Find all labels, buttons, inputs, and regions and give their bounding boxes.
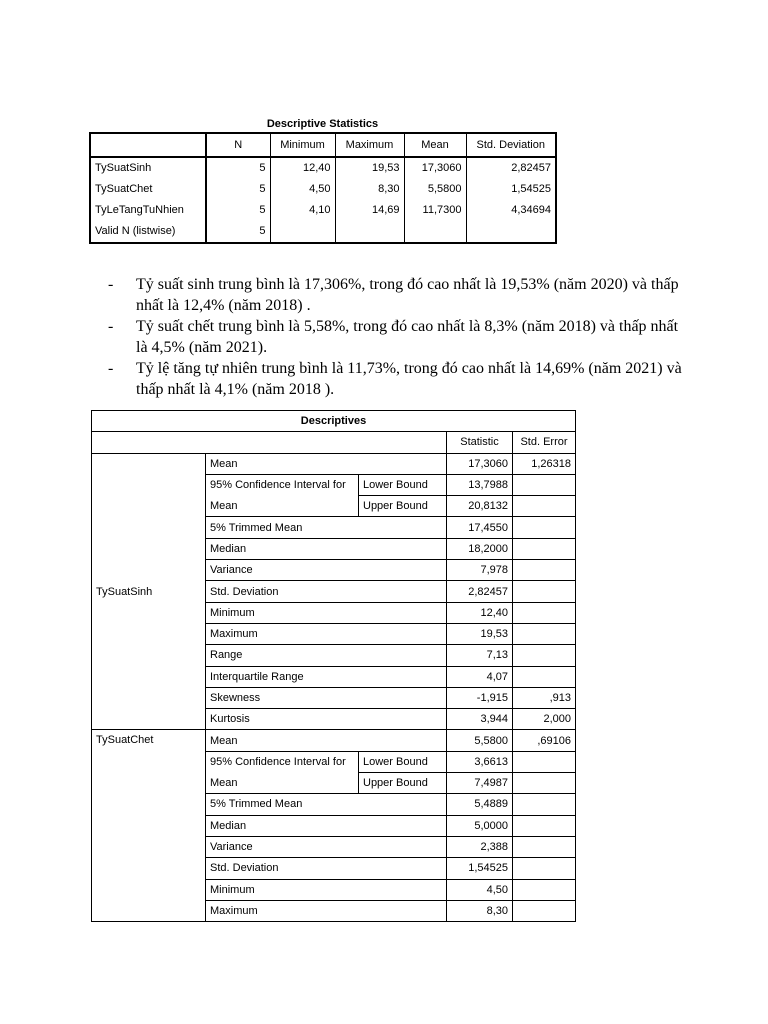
stat-label: Minimum (206, 602, 447, 623)
bound-label: Upper Bound (359, 496, 447, 517)
std-error-cell (513, 900, 576, 921)
table-title-row (92, 411, 576, 432)
stat-label: Range (206, 645, 447, 666)
stat-label: Skewness (206, 687, 447, 708)
table-title: Descriptives (92, 411, 576, 432)
ci-label: 95% Confidence Interval for (206, 751, 359, 772)
statistic-cell: 12,40 (447, 602, 513, 623)
stat-label: Std. Deviation (206, 581, 447, 602)
table-row (90, 200, 556, 221)
cell (466, 221, 556, 243)
header-std-error: Std. Error (513, 432, 576, 453)
cell: 4,10 (270, 200, 335, 221)
stat-label: Median (206, 538, 447, 559)
std-error-cell (513, 645, 576, 666)
group-label: TySuatChet (92, 730, 206, 922)
statistic-cell: 4,50 (447, 879, 513, 900)
stat-label: 5% Trimmed Mean (206, 794, 447, 815)
std-error-cell (513, 794, 576, 815)
table-row (92, 730, 576, 751)
stat-label: Std. Deviation (206, 858, 447, 879)
std-error-cell (513, 538, 576, 559)
statistic-cell: 2,388 (447, 836, 513, 857)
header-blank (92, 432, 447, 453)
std-error-cell (513, 858, 576, 879)
header-cell: Maximum (335, 133, 404, 157)
std-error-cell (513, 773, 576, 794)
std-error-cell (513, 474, 576, 495)
table-header-row (92, 432, 576, 453)
std-error-cell: 2,000 (513, 709, 576, 730)
bullet-text: Tỷ suất chết trung bình là 5,58%, trong đó cao nhất là 8,3% (năm 2018) và thấp nhất là 4,5% (năm 2021). (136, 318, 679, 356)
statistic-cell: 7,978 (447, 560, 513, 581)
statistic-cell: 2,82457 (447, 581, 513, 602)
header-cell: Std. Deviation (466, 133, 556, 157)
bullet-dash: - (108, 276, 114, 293)
cell: 4,50 (270, 179, 335, 200)
cell: 5 (206, 157, 270, 179)
cell: 5 (206, 179, 270, 200)
cell: 11,7300 (404, 200, 466, 221)
statistic-cell: 17,3060 (447, 453, 513, 474)
summary-bullet-list (108, 274, 688, 400)
statistic-cell: 7,13 (447, 645, 513, 666)
bound-label: Lower Bound (359, 751, 447, 772)
statistic-cell: 19,53 (447, 623, 513, 644)
statistic-cell: 5,5800 (447, 730, 513, 751)
cell: 17,3060 (404, 157, 466, 179)
statistic-cell: 4,07 (447, 666, 513, 687)
ci-label: 95% Confidence Interval for (206, 474, 359, 495)
bullet-dash: - (108, 360, 114, 377)
list-item (108, 358, 688, 400)
stat-label: Median (206, 815, 447, 836)
cell: 5 (206, 200, 270, 221)
statistic-cell: -1,915 (447, 687, 513, 708)
cell: 5,5800 (404, 179, 466, 200)
statistic-cell: 1,54525 (447, 858, 513, 879)
std-error-cell (513, 581, 576, 602)
cell: 4,34694 (466, 200, 556, 221)
std-error-cell (513, 879, 576, 900)
cell (335, 221, 404, 243)
table-row (90, 157, 556, 179)
stat-label: Kurtosis (206, 709, 447, 730)
ci-label: Mean (206, 496, 359, 517)
header-cell: Mean (404, 133, 466, 157)
statistic-cell: 5,4889 (447, 794, 513, 815)
statistic-cell: 5,0000 (447, 815, 513, 836)
stat-label: Interquartile Range (206, 666, 447, 687)
cell: 5 (206, 221, 270, 243)
bound-label: Lower Bound (359, 474, 447, 495)
descriptives-table (91, 410, 576, 922)
cell: 19,53 (335, 157, 404, 179)
stat-label: Maximum (206, 623, 447, 644)
cell: 2,82457 (466, 157, 556, 179)
statistic-cell: 13,7988 (447, 474, 513, 495)
header-cell: Minimum (270, 133, 335, 157)
stat-label: Variance (206, 836, 447, 857)
cell (404, 221, 466, 243)
bullet-text: Tỷ suất sinh trung bình là 17,306%, trong đó cao nhất là 19,53% (năm 2020) và thấp nhất là 12,4% (năm 2018) . (136, 276, 679, 314)
group-label: TySuatSinh (92, 453, 206, 730)
row-label: TyLeTangTuNhien (90, 200, 206, 221)
statistic-cell: 8,30 (447, 900, 513, 921)
std-error-cell (513, 666, 576, 687)
std-error-cell (513, 623, 576, 644)
std-error-cell: 1,26318 (513, 453, 576, 474)
table-row (90, 221, 556, 243)
std-error-cell: ,69106 (513, 730, 576, 751)
row-label: TySuatChet (90, 179, 206, 200)
bullet-text: Tỷ lệ tăng tự nhiên trung bình là 11,73%, trong đó cao nhất là 14,69% (năm 2021) và thấp nhất là 4,1% (năm 2018 ). (136, 360, 682, 398)
list-item (108, 274, 688, 316)
std-error-cell (513, 560, 576, 581)
descriptive-statistics-table (89, 132, 557, 244)
cell: 1,54525 (466, 179, 556, 200)
cell: 8,30 (335, 179, 404, 200)
std-error-cell (513, 602, 576, 623)
statistic-cell: 3,6613 (447, 751, 513, 772)
list-item (108, 316, 688, 358)
cell: 14,69 (335, 200, 404, 221)
stat-label: Maximum (206, 900, 447, 921)
statistic-cell: 20,8132 (447, 496, 513, 517)
stat-label: Mean (206, 730, 447, 751)
statistic-cell: 18,2000 (447, 538, 513, 559)
std-error-cell (513, 496, 576, 517)
statistic-cell: 3,944 (447, 709, 513, 730)
statistic-cell: 17,4550 (447, 517, 513, 538)
bullet-dash: - (108, 318, 114, 335)
descriptive-statistics-title: Descriptive Statistics (266, 118, 379, 130)
row-label: TySuatSinh (90, 157, 206, 179)
table-header-row (90, 133, 556, 157)
header-cell (90, 133, 206, 157)
std-error-cell (513, 751, 576, 772)
stat-label: Variance (206, 560, 447, 581)
ci-label: Mean (206, 773, 359, 794)
std-error-cell: ,913 (513, 687, 576, 708)
header-statistic: Statistic (447, 432, 513, 453)
stat-label: Minimum (206, 879, 447, 900)
cell: 12,40 (270, 157, 335, 179)
stat-label: Mean (206, 453, 447, 474)
statistic-cell: 7,4987 (447, 773, 513, 794)
cell (270, 221, 335, 243)
stat-label: 5% Trimmed Mean (206, 517, 447, 538)
table-row (90, 179, 556, 200)
row-label: Valid N (listwise) (90, 221, 206, 243)
std-error-cell (513, 815, 576, 836)
std-error-cell (513, 517, 576, 538)
header-cell: N (206, 133, 270, 157)
bound-label: Upper Bound (359, 773, 447, 794)
std-error-cell (513, 836, 576, 857)
table-row (92, 453, 576, 474)
